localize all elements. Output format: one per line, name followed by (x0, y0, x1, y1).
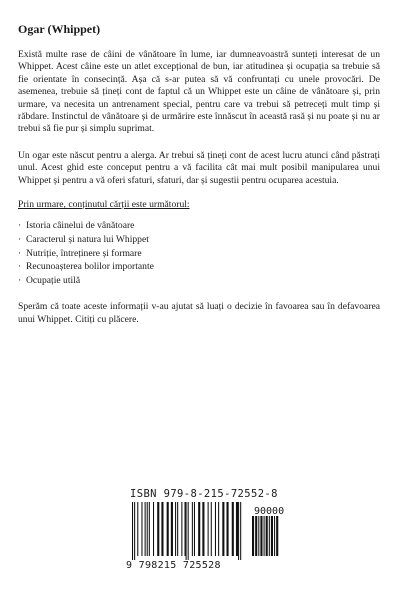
barcode-bar (181, 502, 182, 556)
barcode-bar (222, 502, 224, 556)
contents-heading: Prin urmare, conținutul cărții este următorul: (18, 199, 190, 211)
barcode-bar (208, 502, 209, 556)
list-item (18, 233, 380, 247)
barcode-bar (186, 502, 187, 560)
barcode-bar (236, 502, 238, 556)
barcode-bar (227, 502, 229, 556)
book-title: Ogar (Whippet) (18, 22, 101, 36)
list-item-label: Istoria câinelui de vânătoare (26, 220, 135, 232)
barcode-bar (255, 516, 257, 556)
barcode-bar (215, 502, 216, 556)
list-item (18, 274, 380, 288)
barcode-bar (211, 502, 212, 556)
second-paragraph: Un ogar este născut pentru a alerga. Ar trebui să țineți cont de acest lucru atunci când păstrați unul. Acest ghid este conceput pentru a vă facilita cât mai mult posibil manipularea unui Whippet și pentru a vă oferi sfaturi, sfaturi, dar și sugestii pentru ocuparea acestuia. (18, 149, 380, 186)
barcode-bar (137, 502, 138, 556)
barcode-bar (192, 502, 193, 556)
list-item (18, 247, 380, 261)
barcode-bar (198, 502, 200, 556)
bullet-icon: · (18, 220, 22, 232)
list-item-label: Nutriție, întreținere și formare (26, 247, 142, 259)
barcode-bar (161, 502, 163, 556)
barcode-bar (145, 502, 146, 556)
list-item-label: Recunoașterea bolilor importante (26, 261, 154, 273)
barcode-bar (157, 502, 159, 556)
list-item (18, 219, 380, 233)
barcode-bar (132, 502, 133, 560)
bullet-icon: · (18, 274, 22, 286)
barcode-bar (238, 502, 239, 560)
barcode-bar (266, 516, 268, 556)
isbn-barcode (126, 488, 286, 574)
barcode-bar (202, 502, 204, 556)
barcode-bar (260, 516, 262, 556)
contents-list (18, 219, 380, 287)
intro-paragraph: Există multe rase de câini de vânătoare în lume, iar dumneavoastră sunteți interesat de un Whippet. Acest câine este un atlet excepțional de bun, iar atitudinea și ocupația sa trebuie să fie orientate în consecință. Așa că s-ar putea să vă confruntați cu unele provocări. De asemenea, trebuie să țineți cont de faptul că un Whippet este un câine de vânătoare și, prin urmare, va necesita un antrenament special, pentru care va trebui să petreceți mult timp și răbdare. Instinctul de vânătoare și de urmărire este înnăscut în această rasă și nu poate și nu ar trebui să fie pur și simplu suprimat. (18, 49, 380, 135)
barcode-bar (269, 516, 270, 556)
barcode-bar (271, 516, 273, 556)
barcode-bar (177, 502, 178, 556)
price-code: 90000 (254, 506, 285, 517)
list-item-label: Ocupație utilă (26, 274, 81, 286)
isbn-label: ISBN 979-8-215-72552-8 (130, 488, 278, 500)
bullet-icon: · (18, 261, 22, 273)
ean-digits: 9 798215 725528 (126, 560, 221, 571)
barcode-bar (252, 516, 254, 556)
barcode-bar (264, 516, 265, 556)
barcode-bar (185, 502, 186, 556)
barcode-bar (258, 516, 259, 556)
barcode-bar (141, 502, 142, 556)
bullet-icon: · (18, 247, 22, 259)
barcode-bar (218, 502, 219, 556)
barcode-bar (232, 502, 234, 556)
bullet-icon: · (18, 234, 22, 246)
barcode-bar (171, 502, 173, 556)
barcode-bar (276, 516, 278, 556)
barcode-bar (188, 502, 189, 560)
barcode-bar (274, 516, 275, 556)
barcode-bar (149, 502, 150, 556)
barcode-bar (240, 502, 241, 560)
list-item-label: Caracterul și natura lui Whippet (26, 234, 149, 246)
barcode-bar (134, 502, 135, 560)
barcode-bar (147, 502, 148, 556)
list-item (18, 260, 380, 274)
barcode-bar (153, 502, 154, 556)
barcode-bar (194, 502, 195, 556)
back-cover-text (18, 22, 380, 326)
barcode-bar (167, 502, 169, 556)
closing-paragraph: Sperăm că toate aceste informații v-au ajutat să luați o decizie în favoarea sau în defavoarea unui Whippet. Citiți cu plăcere. (18, 301, 380, 325)
barcode-bar (175, 502, 176, 556)
